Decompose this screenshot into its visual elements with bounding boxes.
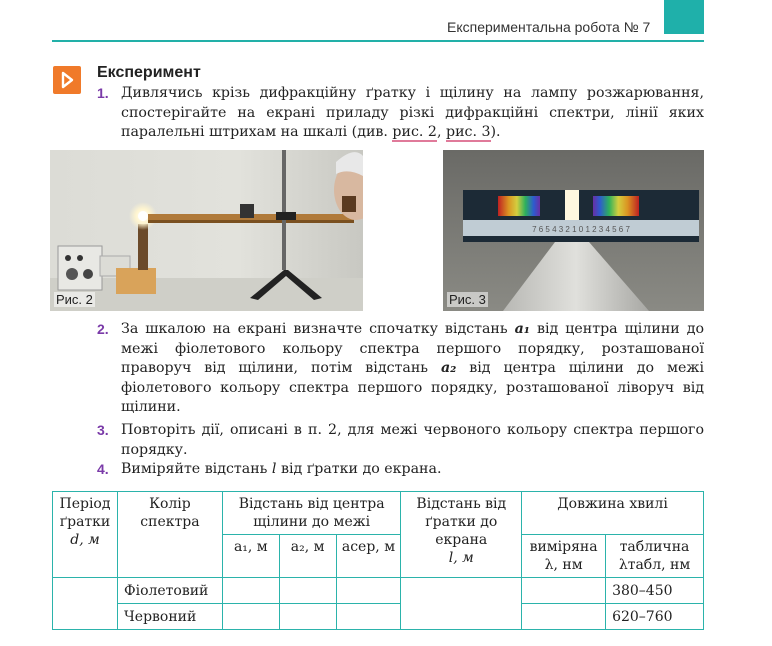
figure-2-photo xyxy=(50,150,363,311)
experiment-title: Експеримент xyxy=(97,64,201,81)
cell-tabular: 620–760 xyxy=(606,604,704,630)
page-header-title: Експериментальна робота № 7 xyxy=(447,19,651,35)
step-text-part: ). xyxy=(490,124,501,140)
header-grating-distance xyxy=(401,492,522,578)
figure-2-caption: Рис. 2 xyxy=(56,292,93,307)
step-2 xyxy=(97,320,704,418)
table-row xyxy=(53,578,704,604)
cell-tabular: 380–450 xyxy=(606,578,704,604)
cell-period[interactable] xyxy=(53,578,118,630)
step-1 xyxy=(97,84,704,143)
header-rule xyxy=(52,40,704,42)
step-number: 2. xyxy=(97,321,109,337)
figure-ref-2[interactable]: рис. 2 xyxy=(392,124,437,140)
variable-a2: a₂ xyxy=(440,360,457,376)
subheader-a2: a₂, м xyxy=(279,535,336,578)
header-period xyxy=(53,492,118,578)
cell-color: Фіолетовий xyxy=(117,578,222,604)
header-wavelength: Довжина хвилі xyxy=(522,492,704,535)
header-distance: Відстань від центра щілини до межі xyxy=(222,492,401,535)
subheader-measured: виміряна λ, нм xyxy=(522,535,606,578)
step-text-part: За шкалою на екрані визначте спочатку відстань xyxy=(121,321,515,337)
cell-a2[interactable] xyxy=(279,578,336,604)
subheader-aavg: aсер, м xyxy=(336,535,401,578)
figure-3-photo xyxy=(443,150,704,311)
cell-aavg[interactable] xyxy=(336,604,401,630)
step-text-part: Дивлячись крізь дифракційну ґратку і щілину на лампу розжарювання, спостерігайте на екрані приладу різкі дифракційні спектри, лінії яких паралельні штрихам на шкалі (див. xyxy=(121,85,704,140)
header-tab-decoration xyxy=(664,0,704,34)
cell-a2[interactable] xyxy=(279,604,336,630)
step-4 xyxy=(97,460,704,480)
table-row xyxy=(53,604,704,630)
cell-color: Червоний xyxy=(117,604,222,630)
results-table xyxy=(52,491,704,630)
header-color: Колір спектра xyxy=(117,492,222,578)
step-text: Повторіть дії, описані в п. 2, для межі червоного кольору спектра першого порядку. xyxy=(121,422,704,458)
step-text xyxy=(121,84,704,143)
step-number: 3. xyxy=(97,422,109,438)
header-text: Відстань від ґратки до екрана xyxy=(416,496,507,548)
header-text: l, м xyxy=(448,550,474,566)
step-text xyxy=(121,460,704,480)
step-text-part: від центра щілини до межі фіолетового кольору спектра першого порядку, розташованої ліворуч від щілини. xyxy=(121,360,704,415)
variable-l: l xyxy=(271,461,277,477)
cell-measured[interactable] xyxy=(522,578,606,604)
cell-grating-distance[interactable] xyxy=(401,578,522,630)
step-number: 1. xyxy=(97,85,109,101)
step-number: 4. xyxy=(97,461,109,477)
figure-ref-3[interactable]: рис. 3 xyxy=(445,124,491,140)
subheader-a1: a₁, м xyxy=(222,535,279,578)
cell-a1[interactable] xyxy=(222,578,279,604)
header-text: d, м xyxy=(70,532,100,548)
step-text-part: Виміряйте відстань xyxy=(121,461,272,477)
figure-3-caption: Рис. 3 xyxy=(449,292,486,307)
step-text-part: , xyxy=(436,124,446,140)
scale-text: 7 6 5 4 3 2 1 0 1 2 3 4 5 6 7 xyxy=(532,225,630,234)
step-text-part: від центра щілини до межі фіолетового кольору спектра першого порядку, розташованої праворуч від щілини, потім відстань xyxy=(121,321,704,376)
step-3 xyxy=(97,421,704,460)
cell-aavg[interactable] xyxy=(336,578,401,604)
cell-measured[interactable] xyxy=(522,604,606,630)
variable-a1: a₁ xyxy=(514,321,531,337)
subheader-tabular: таблична λтабл, нм xyxy=(606,535,704,578)
table-header-row xyxy=(53,492,704,535)
cell-a1[interactable] xyxy=(222,604,279,630)
step-text xyxy=(121,320,704,418)
header-text: Період ґратки xyxy=(59,496,111,530)
play-icon xyxy=(53,66,81,94)
step-text-part: від ґратки до екрана. xyxy=(276,461,442,477)
